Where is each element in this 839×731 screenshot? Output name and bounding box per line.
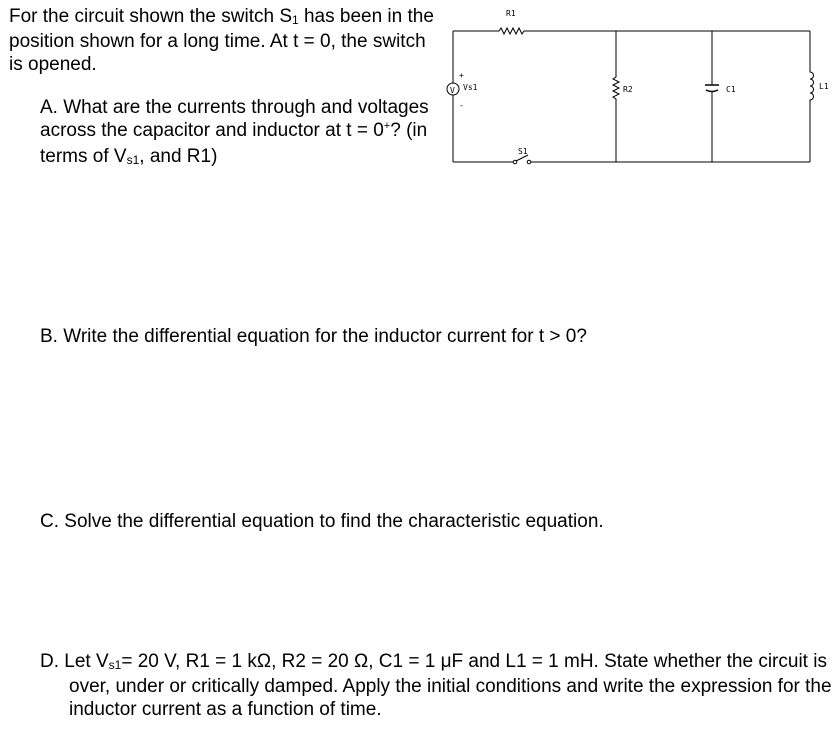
label-minus: - [459,101,464,110]
label-vs1: Vs1 [463,83,478,92]
circuit-diagram [440,0,835,175]
intro-subscript: 1 [292,13,299,27]
question-d-subscript: s1 [108,658,122,672]
question-c: C. Solve the differential equation to find the characteristic equation. [40,511,604,532]
question-d [40,650,839,721]
question-a-text-3: , and R1) [139,146,218,167]
intro-text-2: has been in the position shown for a long time. At t = 0, the switch is opened. [9,6,434,75]
question-a [40,96,440,170]
intro-text-1: For the circuit shown the switch S [9,6,292,27]
question-d-text-1: D. Let V [40,651,109,672]
label-r2: R2 [623,85,633,94]
problem-intro [9,5,439,76]
question-a-text-2: ? (in terms of V [40,120,428,167]
question-a-superscript: + [383,120,391,132]
question-a-subscript: s1 [126,153,140,167]
label-vsource-symbol: V [450,86,455,95]
resistor-r2 [613,31,619,162]
switch-contact-right [527,160,531,164]
label-s1: S1 [518,147,528,156]
label-l1: L1 [819,82,829,91]
question-b: B. Write the differential equation for the inductor current for t > 0? [40,326,587,347]
wire-top [453,28,810,34]
question-d-text-2: = 20 V, R1 = 1 kΩ, R2 = 20 Ω, C1 = 1 μF and L1 = 1 mH. State whether the circuit is over, under or critically damped. Apply the initial conditions and write the expression for the inductor current as a function of time. [69,651,832,720]
inductor-l1 [810,31,814,162]
label-r1: R1 [506,9,516,18]
label-c1: C1 [726,85,736,94]
question-a-text-1: A. What are the currents through and voltages across the capacitor and inductor at t = 0 [40,97,429,141]
label-plus: + [459,71,464,80]
